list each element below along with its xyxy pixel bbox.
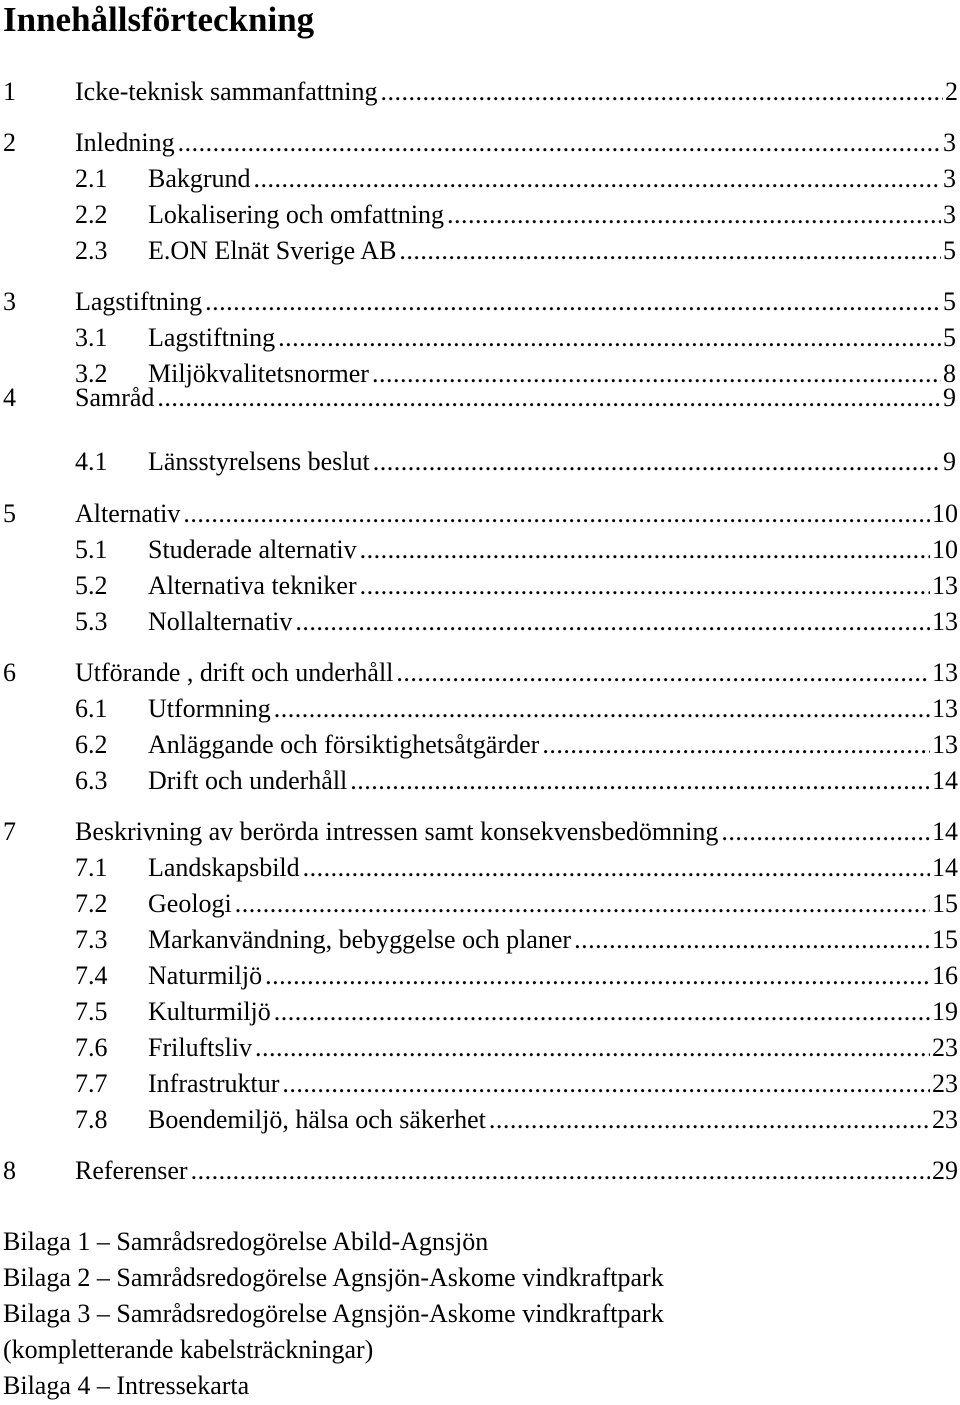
page-title: Innehållsförteckning [3,0,315,39]
toc-page-number: 3 [943,164,956,193]
toc-page-number: 13 [932,607,958,636]
toc-leader [254,162,941,196]
toc-page-number: 10 [932,499,958,528]
toc-entry-2-1[interactable] [75,162,956,196]
toc-label: Naturmiljö [148,961,263,990]
toc-page-number: 13 [932,571,958,600]
toc-number: 8 [3,1156,16,1185]
toc-entry-7-4[interactable] [75,959,958,993]
toc-label: Geologi [148,889,232,918]
toc-label: Inledning [75,128,175,157]
toc-entry-5-2[interactable] [75,569,958,603]
toc-leader [183,497,930,531]
attachments-list [3,1224,664,1404]
toc-page-number: 13 [932,730,958,759]
toc-label: Lagstiftning [75,287,203,316]
toc-leader [278,321,941,355]
attachment-3: Bilaga 3 – Samrådsredogörelse Agnsjön-Askome vindkraftpark [3,1299,664,1328]
toc-leader [574,923,930,957]
toc-label: Nollalternativ [148,607,293,636]
toc-label: Kulturmiljö [148,997,271,1026]
toc-leader [396,656,930,690]
toc-leader [303,851,930,885]
toc-number: 4 [3,383,16,412]
toc-entry-3-1[interactable] [75,321,956,355]
toc-number: 7.4 [75,961,108,990]
toc-entry-5-3[interactable] [75,605,958,639]
toc-number: 4.1 [75,447,108,476]
toc-entry-6[interactable] [3,656,958,690]
toc-label: E.ON Elnät Sverige AB [148,236,397,265]
toc-leader [542,728,930,762]
toc-leader [178,126,941,160]
toc-label: Landskapsbild [148,853,300,882]
toc-number: 7.3 [75,925,108,954]
toc-leader [282,1067,930,1101]
toc-label: Utformning [148,694,271,723]
toc-label: Friluftsliv [148,1033,253,1062]
toc-label: Lagstiftning [148,323,276,352]
toc-number: 6.2 [75,730,108,759]
toc-page-number: 5 [943,236,956,265]
toc-label: Bakgrund [148,164,251,193]
toc-entry-7-3[interactable] [75,923,958,957]
toc-leader [360,569,930,603]
toc-page-number: 5 [943,323,956,352]
toc-entry-4[interactable] [3,381,956,415]
toc-leader [360,533,930,567]
toc-label: Samråd [75,383,155,412]
toc-page-number: 23 [932,1033,958,1062]
toc-leader [274,995,930,1029]
toc-number: 7.1 [75,853,108,882]
toc-page-number: 14 [932,817,958,846]
toc-leader [205,285,941,319]
toc-page-number: 29 [932,1156,958,1185]
toc-leader [265,959,930,993]
toc-number: 3.1 [75,323,108,352]
toc-entry-7-6[interactable] [75,1031,958,1065]
toc-leader [191,1154,930,1188]
toc-leader [235,887,930,921]
toc-page-number: 13 [932,694,958,723]
toc-page-number: 8 [943,359,956,388]
toc-label: Markanvändning, bebyggelse och planer [148,925,572,954]
toc-page-number: 3 [943,128,956,157]
toc-label: Anläggande och försiktighetsåtgärder [148,730,540,759]
toc-number: 5.2 [75,571,108,600]
toc-page-number: 16 [932,961,958,990]
toc-number: 7.8 [75,1105,108,1134]
toc-leader [381,75,943,109]
toc-number: 7.2 [75,889,108,918]
toc-number: 7.6 [75,1033,108,1062]
toc-entry-6-1[interactable] [75,692,958,726]
toc-entry-4-1[interactable] [75,445,956,479]
toc-number: 2.2 [75,200,108,229]
toc-page-number: 15 [932,889,958,918]
toc-number: 5 [3,499,16,528]
toc-page-number: 10 [932,535,958,564]
toc-entry-2[interactable] [3,126,956,160]
toc-leader [157,381,941,415]
toc-entry-7-7[interactable] [75,1067,958,1101]
toc-entry-1[interactable] [3,75,958,109]
toc-page-number: 23 [932,1069,958,1098]
toc-page-number: 23 [932,1105,958,1134]
toc-label: Boendemiljö, hälsa och säkerhet [148,1105,486,1134]
attachment-4: Bilaga 4 – Intressekarta [3,1371,250,1400]
toc-leader [350,764,930,798]
toc-page-number: 5 [943,287,956,316]
attachment-3-note: (kompletterande kabelsträckningar) [3,1335,374,1364]
toc-label: Beskrivning av berörda intressen samt konsekvensbedömning [75,817,719,846]
toc-label: Lokalisering och omfattning [148,200,445,229]
toc-entry-3[interactable] [3,285,956,319]
toc-leader [255,1031,930,1065]
toc-number: 5.1 [75,535,108,564]
toc-leader [721,815,930,849]
toc-entry-7-5[interactable] [75,995,958,1029]
toc-leader [274,692,930,726]
toc-entry-6-3[interactable] [75,764,958,798]
toc-page-number: 15 [932,925,958,954]
toc-number: 7.7 [75,1069,108,1098]
attachment-2: Bilaga 2 – Samrådsredogörelse Agnsjön-Askome vindkraftpark [3,1263,664,1292]
toc-page-number: 3 [943,200,956,229]
toc-page-number: 19 [932,997,958,1026]
toc-leader [489,1103,930,1137]
toc-label: Icke-teknisk sammanfattning [75,77,378,106]
toc-entry-5-1[interactable] [75,533,958,567]
toc-label: Länsstyrelsens beslut [148,447,370,476]
toc-page-number: 9 [943,383,956,412]
toc-leader [373,445,941,479]
toc-number: 2.3 [75,236,108,265]
toc-number: 6.3 [75,766,108,795]
toc-entry-7-2[interactable] [75,887,958,921]
toc-leader [447,198,941,232]
toc-entry-7-8[interactable] [75,1103,958,1137]
toc-number: 5.3 [75,607,108,636]
toc-page-number: 9 [943,447,956,476]
attachment-1: Bilaga 1 – Samrådsredogörelse Abild-Agnsjön [3,1227,489,1256]
toc-label: Infrastruktur [148,1069,280,1098]
toc-number: 7 [3,817,16,846]
toc-entry-2-3[interactable] [75,234,956,268]
toc-entry-7[interactable] [3,815,958,849]
toc-label: Studerade alternativ [148,535,357,564]
toc-label: Miljökvalitetsnormer [148,359,369,388]
toc-number: 3 [3,287,16,316]
toc-page-number: 2 [945,77,958,106]
toc-page-number: 13 [932,658,958,687]
toc-entry-5[interactable] [3,497,958,531]
toc-entry-2-2[interactable] [75,198,956,232]
toc-number: 6.1 [75,694,108,723]
toc-page-number: 14 [932,853,958,882]
toc-label: Alternativ [75,499,181,528]
toc-number: 2 [3,128,16,157]
toc-number: 3.2 [75,359,108,388]
toc-number: 6 [3,658,16,687]
toc-number: 1 [3,77,16,106]
toc-number: 7.5 [75,997,108,1026]
toc-entry-6-2[interactable] [75,728,958,762]
toc-page-number: 14 [932,766,958,795]
toc-leader [399,234,941,268]
toc-entry-7-1[interactable] [75,851,958,885]
toc-label: Referenser [75,1156,188,1185]
toc-entry-8[interactable] [3,1154,958,1188]
toc-label: Drift och underhåll [148,766,348,795]
toc-label: Utförande , drift och underhåll [75,658,394,687]
toc-number: 2.1 [75,164,108,193]
toc-label: Alternativa tekniker [148,571,357,600]
toc-leader [295,605,930,639]
